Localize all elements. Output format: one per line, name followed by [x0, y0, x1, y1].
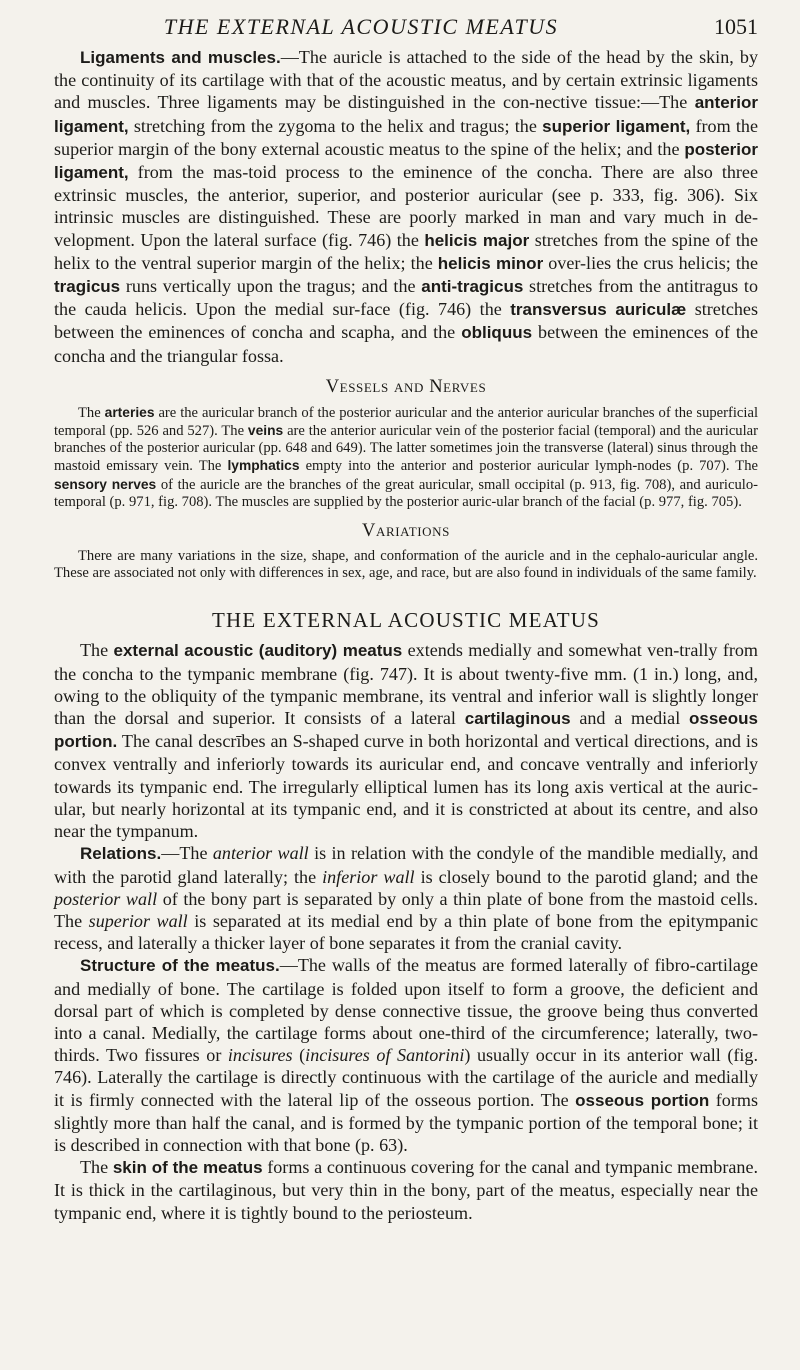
paragraph-relations: Relations.—The anterior wall is in relation with the condyle of the mandible medially, and with the parotid gland laterally; the inferior wall is closely bound to the parotid gland; and the posterior wall of the bony part is separated by only a thin plate of bone from the mastoid cells. The superior wall is separated at its medial end by a thin plate of bone from the epitympanic recess, and laterally a thicker layer of bone separates it from the cranial cavity. — [54, 843, 759, 954]
paragraph-skin: The skin of the meatus forms a continuous covering for the canal and tympanic membrane. It is thick in the cartilaginous, but very thin in the bony, part of the meatus, especially near the tympanic end, where it is tightly bound to the periosteum. — [54, 1157, 758, 1223]
heading-vessels-nerves: Vessels and Nerves — [325, 376, 487, 397]
running-head — [54, 0, 758, 46]
section-heading-meatus: THE EXTERNAL ACOUSTIC MEATUS — [211, 608, 601, 633]
page-number: 1051 — [714, 14, 758, 39]
paragraph-variations: There are many variations in the size, shape, and conformation of the auricle and in the cephalo-auricular angle. These are associated not only with differences in sex, age, and race, but are also found in individuals of the same family. — [54, 548, 758, 582]
running-title: THE EXTERNAL ACOUSTIC MEATUS — [163, 14, 559, 39]
paragraph-vessels: The arteries are the auricular branch of the posterior auricular and the anterior auricular branches of the superficial temporal (pp. 526 and 527). The veins are the anterior auricular vein of the posterior facial (temporal) and the auricular branches of the posterior auricular (pp. 648 and 649). The latter sometimes join the transverse (lateral) sinus through the mastoid emissary vein. The lymphatics empty into the anterior and posterior auricular lymph-nodes (p. 707). The sensory nerves of the auricle are the branches of the great auricular, small occipital (p. 913, fig. 708), and auriculo-temporal (p. 971, fig. 708). The muscles are supplied by the posterior auric-ular branch of the facial (p. 977, fig. 705). — [54, 404, 758, 510]
paragraph-structure: Structure of the meatus.—The walls of the meatus are formed laterally of fibro-cartilage and medially of bone. The cartilage is folded upon itself to form a groove, the deficient and dorsal part of which is completed by dense connective tissue, the groove being thus converted into a canal. Medially, the cartilage forms about one-third of the circumference; laterally, two-thirds. Two fissures or incisures (incisures of Santorini) usually occur in its anterior wall (fig. 746). Laterally the cartilage is directly continuous with the cartilage of the auricle and medially it is firmly connected with the lateral lip of the osseous portion. The osseous portion forms slightly more than half the canal, and is formed by the tympanic portion of the temporal bone; it is described in connection with that bone (p. 63). — [54, 955, 758, 1155]
paragraph-ligaments: Ligaments and muscles.—The auricle is attached to the side of the head by the skin, by the continuity of its cartilage with that of the acoustic meatus, and by certain extrinsic ligaments and muscles. Three ligaments may be distinguished in the con-nective tissue:—The anterior ligament, stretching from the zygoma to the helix and tragus; the superior ligament, from the superior margin of the bony external acoustic meatus to the spine of the helix; and the posterior ligament, from the mas-toid process to the eminence of the concha. There are also three extrinsic muscles, the anterior, superior, and posterior auricular (see p. 333, fig. 306). Six intrinsic muscles are distinguished. These are poorly marked in man and vary much in de-velopment. Upon the lateral surface (fig. 746) the helicis major stretches from the spine of the helix to the ventral superior margin of the helix; the helicis minor over-lies the crus helicis; the tragicus runs vertically upon the tragus; and the anti-tragicus stretches from the antitragus to the cauda helicis. Upon the medial sur-face (fig. 746) the transversus auriculæ stretches between the eminences of concha and scapha, and the obliquus between the eminences of the concha and the triangular fossa. — [54, 47, 759, 366]
heading-variations: Variations — [362, 521, 450, 542]
paragraph-meatus-intro: The external acoustic (auditory) meatus extends medially and somewhat ven-trally from the concha to the tympanic membrane (fig. 747). It is about twenty-five mm. (1 in.) long, and, owing to the obliquity of the tympanic membrane, its ventral and inferior wall is slightly longer than the dorsal and superior. It consists of a lateral cartilaginous and a medial osseous portion. The canal descrībes an S-shaped curve in both horizontal and vertical directions, and is convex ventrally and inferiorly towards its auricular end, and concave ventrally and inferiorly towards its tympanic end. The irregularly elliptical lumen has its long axis vertical at the auric-ular, but nearly horizontal at its tympanic end, and it is constricted at about its centre, and also near the tympanum. — [54, 640, 758, 842]
